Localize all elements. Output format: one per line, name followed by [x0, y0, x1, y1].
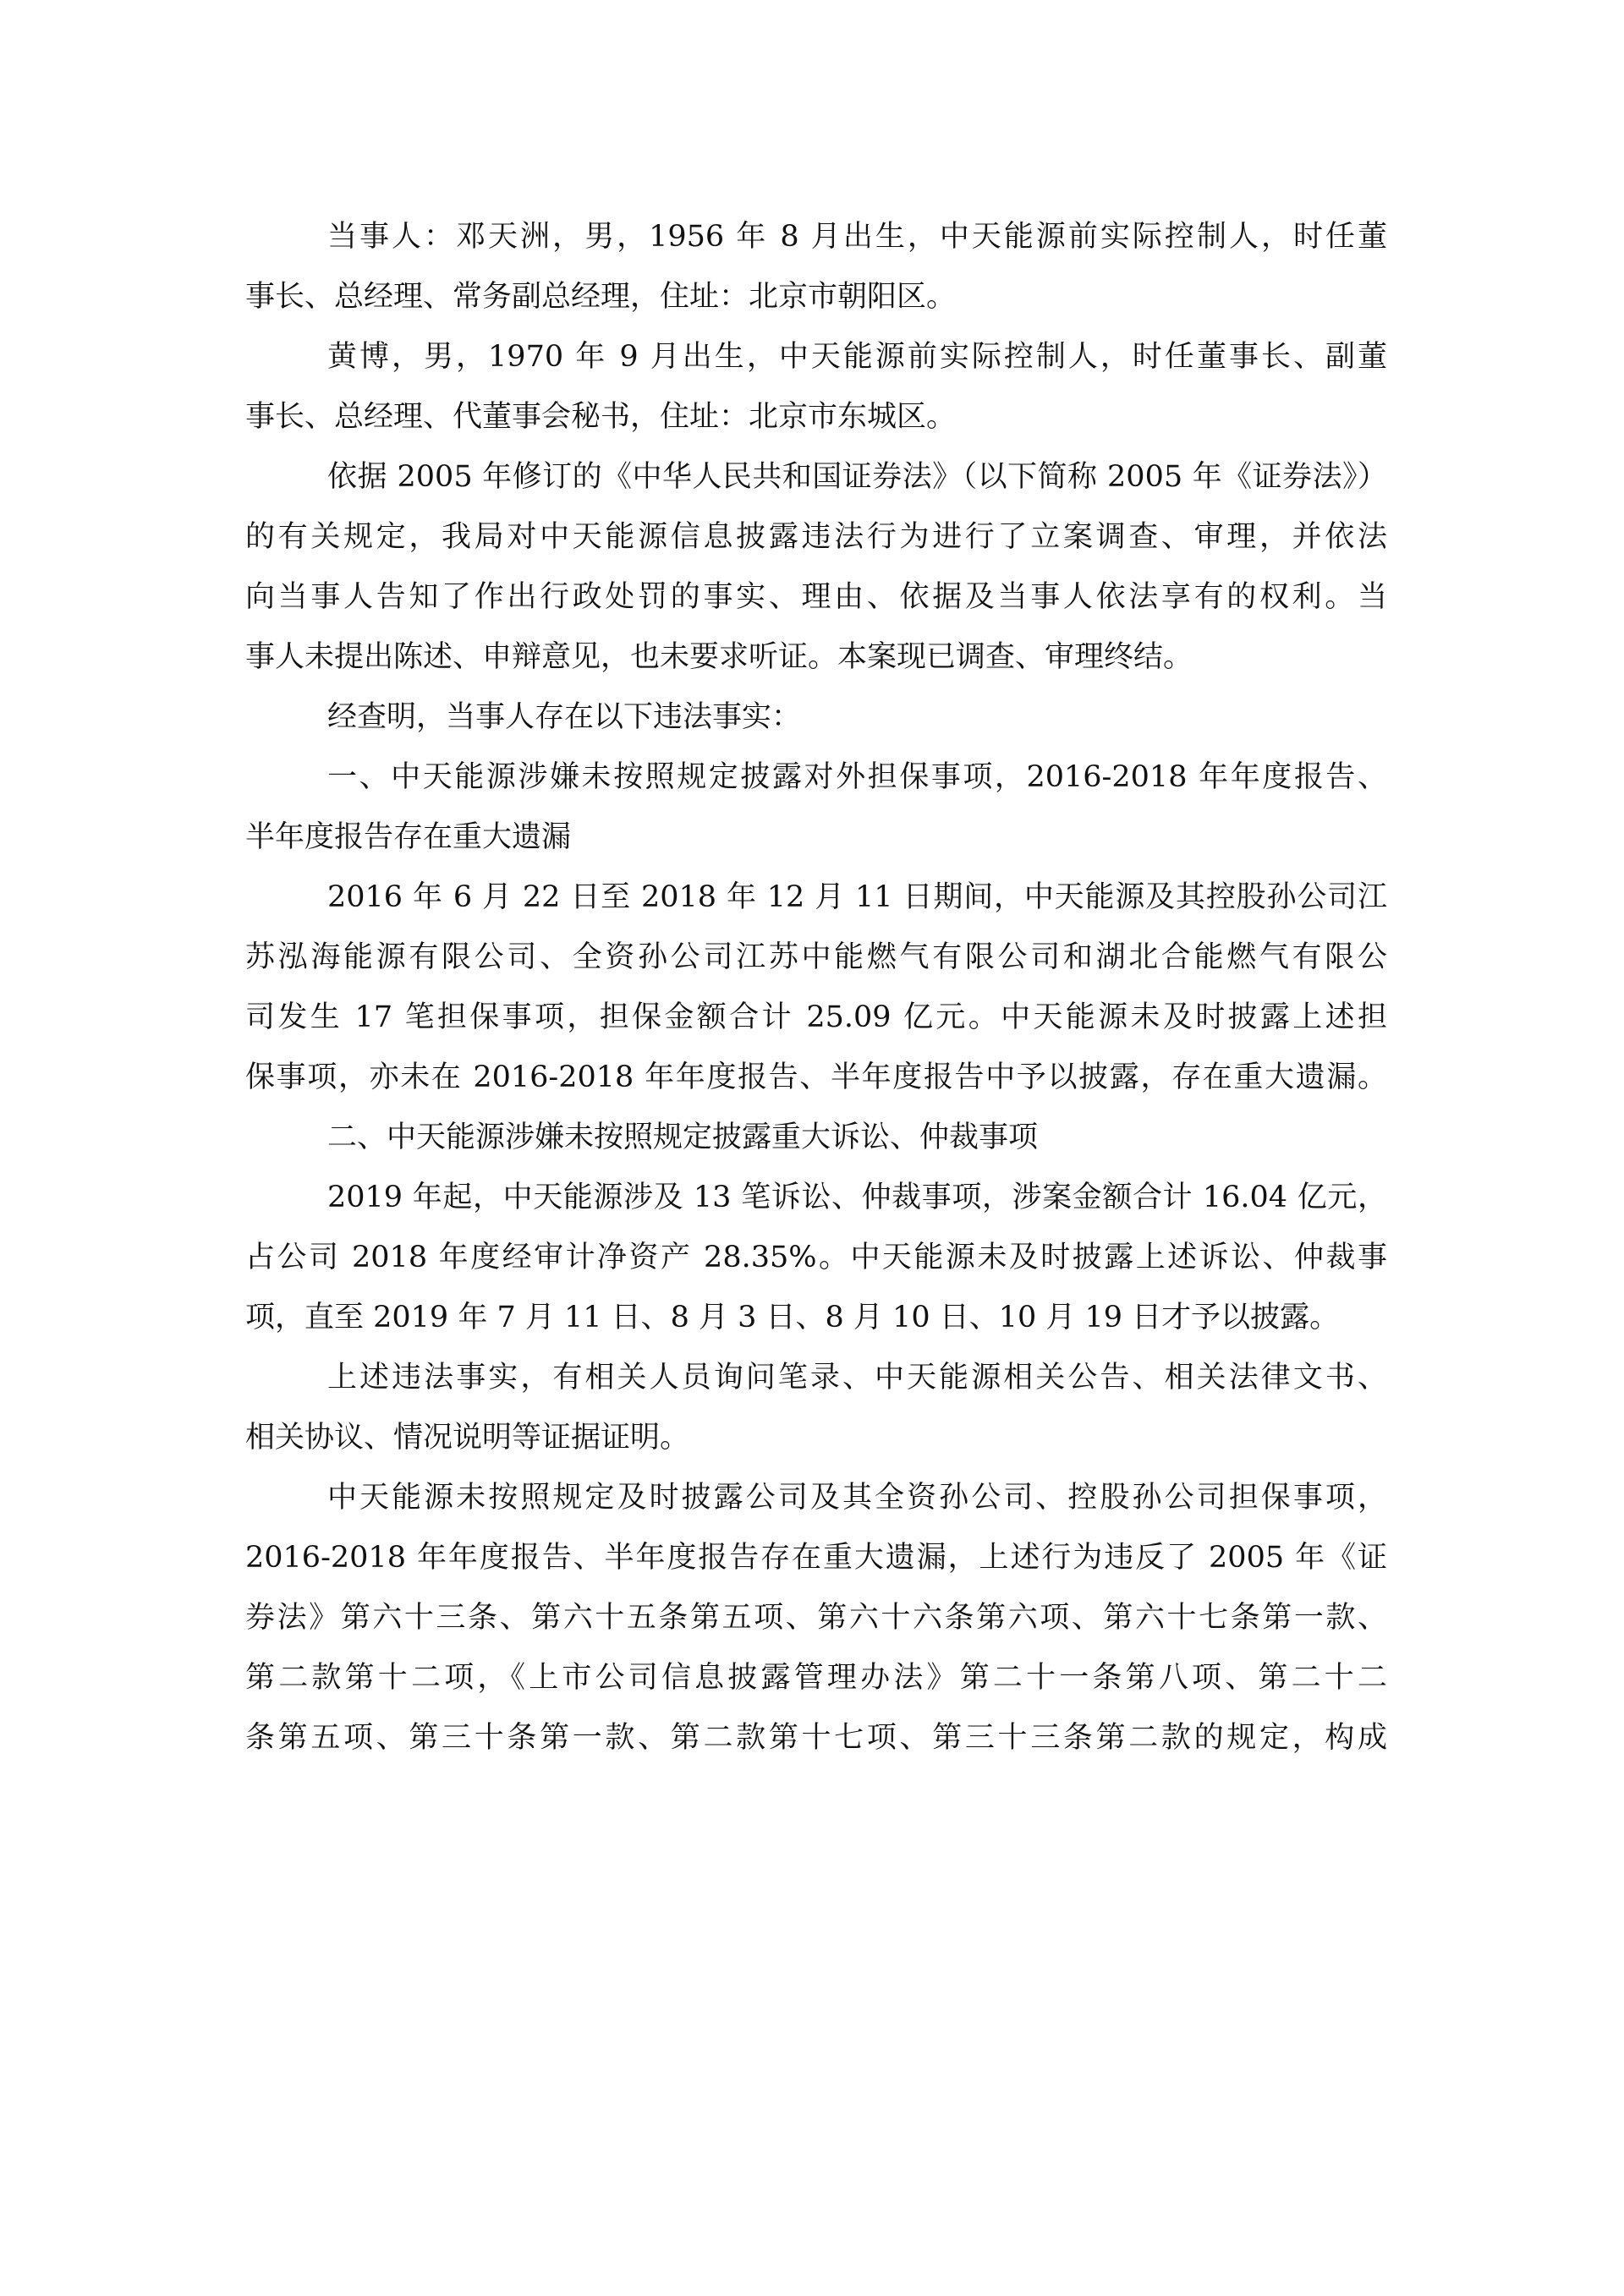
text-line: 上述违法事实，有相关人员询问笔录、中天能源相关公告、相关法律文书、	[327, 1361, 1387, 1395]
text-line: 2019 年起，中天能源涉及 13 笔诉讼、仲裁事项，涉案金额合计 16.04 亿元，	[327, 1181, 1387, 1214]
text-line: 黄博，男，1970 年 9 月出生，中天能源前实际控制人，时任董事长、副董	[327, 340, 1387, 374]
paragraph-party-2	[245, 327, 1387, 447]
document-page	[245, 207, 1387, 1768]
text-line: 依据 2005 年修订的《中华人民共和国证券法》（以下简称 2005 年《证券法》）	[327, 460, 1387, 494]
text-line: 相关协议、情况说明等证据证明。	[245, 1421, 690, 1455]
text-line: 一、中天能源涉嫌未按照规定披露对外担保事项，2016-2018 年年度报告、	[327, 760, 1387, 794]
paragraph-legal-basis	[245, 447, 1387, 688]
paragraph-section-1-body	[245, 868, 1387, 1108]
text-line: 2016-2018 年年度报告、半年度报告存在重大遗漏，上述行为违反了 2005 年《证	[245, 1541, 1387, 1575]
paragraph-evidence	[245, 1348, 1387, 1468]
text-line: 第二款第十二项，《上市公司信息披露管理办法》第二十一条第八项、第二十二	[245, 1661, 1387, 1695]
text-line: 中天能源未按照规定及时披露公司及其全资孙公司、控股孙公司担保事项，	[327, 1481, 1387, 1515]
text-line: 当事人：邓天洲，男，1956 年 8 月出生，中天能源前实际控制人，时任董	[327, 220, 1387, 254]
text-line: 的有关规定，我局对中天能源信息披露违法行为进行了立案调查、审理，并依法	[245, 520, 1387, 554]
paragraph-findings-intro	[245, 688, 1387, 748]
text-line: 占公司 2018 年度经审计净资产 28.35%。中天能源未及时披露上述诉讼、仲裁事	[245, 1241, 1387, 1274]
text-line: 2016 年 6 月 22 日至 2018 年 12 月 11 日期间，中天能源及其控股孙公司江	[327, 880, 1387, 914]
paragraph-party-1	[245, 207, 1387, 327]
text-line: 半年度报告存在重大遗漏	[245, 820, 572, 854]
text-line: 向当事人告知了作出行政处罚的事实、理由、依据及当事人依法享有的权利。当	[245, 580, 1387, 614]
paragraph-section-2-body	[245, 1168, 1387, 1348]
text-line: 事长、总经理、常务副总经理，住址：北京市朝阳区。	[245, 280, 957, 314]
section-heading-2	[245, 1108, 1387, 1168]
text-line: 事长、总经理、代董事会秘书，住址：北京市东城区。	[245, 400, 957, 434]
section-heading-1	[245, 748, 1387, 868]
text-line: 苏泓海能源有限公司、全资孙公司江苏中能燃气有限公司和湖北合能燃气有限公	[245, 940, 1387, 974]
text-line: 事人未提出陈述、申辩意见，也未要求听证。本案现已调查、审理终结。	[245, 640, 1193, 674]
text-line: 经查明，当事人存在以下违法事实：	[327, 700, 802, 734]
text-line: 二、中天能源涉嫌未按照规定披露重大诉讼、仲裁事项	[327, 1121, 1039, 1154]
text-line: 司发生 17 笔担保事项，担保金额合计 25.09 亿元。中天能源未及时披露上述担	[245, 1000, 1387, 1034]
text-line: 条第五项、第三十条第一款、第二款第十七项、第三十三条第二款的规定，构成	[245, 1721, 1387, 1755]
paragraph-violation	[245, 1468, 1387, 1768]
text-line: 项，直至 2019 年 7 月 11 日、8 月 3 日、8 月 10 日、10 月 19 日才予以披露。	[245, 1301, 1340, 1334]
text-line: 券法》第六十三条、第六十五条第五项、第六十六条第六项、第六十七条第一款、	[245, 1601, 1387, 1635]
text-line: 保事项，亦未在 2016-2018 年年度报告、半年度报告中予以披露，存在重大遗漏。	[245, 1060, 1387, 1094]
